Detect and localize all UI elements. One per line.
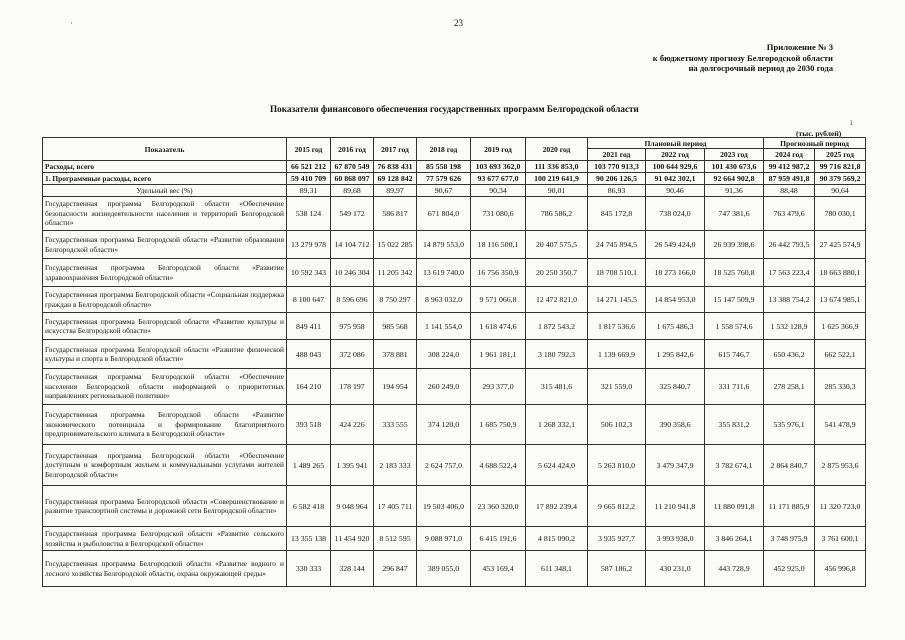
value-cell: 27 425 574,9 — [815, 231, 866, 259]
value-cell: 103 770 913,3 — [588, 161, 646, 173]
value-cell: 86,93 — [588, 185, 646, 197]
value-cell: 780 030,1 — [815, 197, 866, 231]
row-label: Государственная программа Белгородской области «Развитие физической культуры и спорта в Белгородской области» — [43, 340, 287, 369]
value-cell: 975 958 — [331, 313, 374, 340]
value-cell: 662 522,1 — [815, 340, 866, 369]
value-cell: 17 892 239,4 — [526, 486, 588, 527]
value-cell: 293 377,0 — [471, 369, 526, 405]
value-cell: 328 144 — [331, 551, 374, 587]
value-cell: 88,48 — [764, 185, 815, 197]
value-cell: 90,46 — [646, 185, 705, 197]
value-cell: 15 147 509,9 — [705, 287, 764, 313]
value-cell: 1 618 474,6 — [471, 313, 526, 340]
table-row — [43, 486, 866, 527]
value-cell: 1 685 750,9 — [471, 405, 526, 445]
value-cell: 1 817 536,6 — [588, 313, 646, 340]
value-cell: 4 688 522,4 — [471, 445, 526, 486]
value-cell: 3 935 927,7 — [588, 527, 646, 551]
value-cell: 1 395 941 — [331, 445, 374, 486]
value-cell: 747 381,6 — [705, 197, 764, 231]
value-cell: 671 804,0 — [417, 197, 471, 231]
table-row — [43, 445, 866, 486]
value-cell: 60 868 097 — [331, 173, 374, 185]
value-cell: 66 521 212 — [287, 161, 331, 173]
value-cell: 452 925,0 — [764, 551, 815, 587]
value-cell: 738 024,0 — [646, 197, 705, 231]
value-cell: 17 405 711 — [374, 486, 417, 527]
value-cell: 24 745 894,5 — [588, 231, 646, 259]
value-cell: 5 263 810,0 — [588, 445, 646, 486]
value-cell: 393 518 — [287, 405, 331, 445]
header-2020: 2020 год — [526, 138, 588, 161]
value-cell: 3 846 264,1 — [705, 527, 764, 551]
value-cell: 9 571 066,8 — [471, 287, 526, 313]
value-cell: 103 693 362,0 — [471, 161, 526, 173]
value-cell: 3 993 938,0 — [646, 527, 705, 551]
value-cell: 615 746,7 — [705, 340, 764, 369]
table-row — [43, 369, 866, 405]
value-cell: 541 478,9 — [815, 405, 866, 445]
header-2015: 2015 год — [287, 138, 331, 161]
value-cell: 2 864 840,7 — [764, 445, 815, 486]
value-cell: 100 644 929,6 — [646, 161, 705, 173]
document-title: Показатели финансового обеспечения государственных программ Белгородской области — [270, 104, 639, 114]
row-label: Государственная программа Белгородской области «Обеспечение населения Белгородской области информацией о приоритетных направлениях региональной политики» — [43, 369, 287, 405]
value-cell: 315 481,6 — [526, 369, 588, 405]
header-2016: 2016 год — [331, 138, 374, 161]
value-cell: 538 124 — [287, 197, 331, 231]
value-cell: 85 558 198 — [417, 161, 471, 173]
value-cell: 14 879 553,0 — [417, 231, 471, 259]
value-cell: 13 674 985,1 — [815, 287, 866, 313]
value-cell: 321 559,0 — [588, 369, 646, 405]
value-cell: 91,36 — [705, 185, 764, 197]
value-cell: 330 333 — [287, 551, 331, 587]
table-row — [43, 405, 866, 445]
value-cell: 18 116 500,1 — [471, 231, 526, 259]
header-2023: 2023 год — [705, 149, 764, 161]
value-cell: 985 568 — [374, 313, 417, 340]
header-2018: 2018 год — [417, 138, 471, 161]
header-2019: 2019 год — [471, 138, 526, 161]
value-cell: 535 976,1 — [764, 405, 815, 445]
value-cell: 19 503 406,0 — [417, 486, 471, 527]
value-cell: 4 815 090,2 — [526, 527, 588, 551]
value-cell: 89,68 — [331, 185, 374, 197]
value-cell: 378 881 — [374, 340, 417, 369]
value-cell: 260 249,0 — [417, 369, 471, 405]
value-cell: 8 596 696 — [331, 287, 374, 313]
value-cell: 69 128 842 — [374, 173, 417, 185]
value-cell: 763 479,6 — [764, 197, 815, 231]
header-2017: 2017 год — [374, 138, 417, 161]
value-cell: 374 120,0 — [417, 405, 471, 445]
value-cell: 8 750 297 — [374, 287, 417, 313]
table-row — [43, 197, 866, 231]
value-cell: 89,31 — [287, 185, 331, 197]
value-cell: 89,97 — [374, 185, 417, 197]
value-cell: 90,01 — [526, 185, 588, 197]
value-cell: 3 761 600,1 — [815, 527, 866, 551]
value-cell: 1 489 265 — [287, 445, 331, 486]
header-2022: 2022 год — [646, 149, 705, 161]
value-cell: 587 186,2 — [588, 551, 646, 587]
scan-speck: · — [70, 18, 73, 28]
value-cell: 164 210 — [287, 369, 331, 405]
value-cell: 90 379 569,2 — [815, 173, 866, 185]
value-cell: 2 624 757,0 — [417, 445, 471, 486]
table-row — [43, 161, 866, 173]
value-cell: 308 224,0 — [417, 340, 471, 369]
value-cell: 3 180 792,3 — [526, 340, 588, 369]
value-cell: 18 663 880,1 — [815, 259, 866, 287]
value-cell: 1 268 332,1 — [526, 405, 588, 445]
header-2025: 2025 год — [815, 149, 866, 161]
value-cell: 506 102,3 — [588, 405, 646, 445]
table-row — [43, 313, 866, 340]
units-label: (тыс. рублей) — [796, 129, 842, 138]
value-cell: 8 963 032,0 — [417, 287, 471, 313]
value-cell: 17 563 223,4 — [764, 259, 815, 287]
value-cell: 6 582 418 — [287, 486, 331, 527]
value-cell: 12 472 821,0 — [526, 287, 588, 313]
value-cell: 5 624 424,0 — [526, 445, 588, 486]
value-cell: 13 279 978 — [287, 231, 331, 259]
value-cell: 67 870 549 — [331, 161, 374, 173]
table-row — [43, 340, 866, 369]
value-cell: 26 939 398,6 — [705, 231, 764, 259]
value-cell: 14 271 145,5 — [588, 287, 646, 313]
row-label: Государственная программа Белгородской области «Развитие сельского хозяйства и рыболовства в Белгородской области» — [43, 527, 287, 551]
table-row — [43, 527, 866, 551]
value-cell: 13 355 138 — [287, 527, 331, 551]
row-label: 1. Программные расходы, всего — [43, 173, 287, 185]
value-cell: 355 831,2 — [705, 405, 764, 445]
value-cell: 331 711,6 — [705, 369, 764, 405]
appendix-line-1: Приложение № 3 — [766, 42, 833, 52]
value-cell: 8 512 595 — [374, 527, 417, 551]
value-cell: 194 954 — [374, 369, 417, 405]
value-cell: 18 525 760,8 — [705, 259, 764, 287]
header-2021: 2021 год — [588, 149, 646, 161]
value-cell: 3 748 975,9 — [764, 527, 815, 551]
value-cell: 325 840,7 — [646, 369, 705, 405]
value-cell: 23 360 320,0 — [471, 486, 526, 527]
row-label: Государственная программа Белгородской области «Развитие экономического потенциала и формирование благоприятного предпринимательского климата в Белгородской области» — [43, 405, 287, 445]
value-cell: 11 205 342 — [374, 259, 417, 287]
header-forecast-period: Прогнозный период — [764, 138, 866, 149]
value-cell: 1 625 366,9 — [815, 313, 866, 340]
header-indicator: Показатель — [43, 138, 287, 161]
value-cell: 650 436,2 — [764, 340, 815, 369]
value-cell: 13 388 754,2 — [764, 287, 815, 313]
value-cell: 430 231,0 — [646, 551, 705, 587]
value-cell: 11 210 941,8 — [646, 486, 705, 527]
value-cell: 99 716 821,8 — [815, 161, 866, 173]
header-2024: 2024 год — [764, 149, 815, 161]
value-cell: 16 756 350,9 — [471, 259, 526, 287]
row-label: Государственная программа Белгородской области «Развитие здравоохранения Белгородской области» — [43, 259, 287, 287]
row-label: Государственная программа Белгородской области «Обеспечение доступным и комфортным жильем и коммунальными услугами жителей Белгородской области» — [43, 445, 287, 486]
appendix-line-2: к бюджетному прогнозу Белгородской области — [652, 52, 833, 63]
value-cell: 456 996,8 — [815, 551, 866, 587]
value-cell: 278 258,1 — [764, 369, 815, 405]
value-cell: 77 579 626 — [417, 173, 471, 185]
value-cell: 849 411 — [287, 313, 331, 340]
value-cell: 13 619 740,0 — [417, 259, 471, 287]
value-cell: 372 086 — [331, 340, 374, 369]
value-cell: 20 407 575,5 — [526, 231, 588, 259]
table-row — [43, 551, 866, 587]
row-label: Удельный вес (%) — [43, 185, 287, 197]
value-cell: 76 838 431 — [374, 161, 417, 173]
row-label: Государственная программа Белгородской области «Совершенствование и развитие транспортной системы и дорожной сети Белгородской области» — [43, 486, 287, 527]
value-cell: 20 250 350,7 — [526, 259, 588, 287]
value-cell: 10 592 343 — [287, 259, 331, 287]
value-cell: 100 219 641,9 — [526, 173, 588, 185]
value-cell: 11 454 920 — [331, 527, 374, 551]
value-cell: 3 782 674,1 — [705, 445, 764, 486]
value-cell: 90,64 — [815, 185, 866, 197]
value-cell: 178 197 — [331, 369, 374, 405]
value-cell: 453 169,4 — [471, 551, 526, 587]
scan-mark: ı — [850, 117, 853, 127]
value-cell: 2 183 333 — [374, 445, 417, 486]
value-cell: 3 479 347,9 — [646, 445, 705, 486]
value-cell: 389 055,0 — [417, 551, 471, 587]
value-cell: 111 336 853,0 — [526, 161, 588, 173]
value-cell: 9 665 812,2 — [588, 486, 646, 527]
value-cell: 87 959 491,8 — [764, 173, 815, 185]
value-cell: 93 677 677,0 — [471, 173, 526, 185]
value-cell: 443 728,9 — [705, 551, 764, 587]
value-cell: 92 664 902,8 — [705, 173, 764, 185]
value-cell: 1 872 543,2 — [526, 313, 588, 340]
value-cell: 731 080,6 — [471, 197, 526, 231]
value-cell: 101 430 673,6 — [705, 161, 764, 173]
page-number: 23 — [454, 18, 463, 28]
value-cell: 586 817 — [374, 197, 417, 231]
table-body — [43, 161, 866, 587]
value-cell: 424 226 — [331, 405, 374, 445]
value-cell: 18 708 510,1 — [588, 259, 646, 287]
value-cell: 1 675 486,3 — [646, 313, 705, 340]
table-row — [43, 287, 866, 313]
value-cell: 18 273 166,0 — [646, 259, 705, 287]
table-row — [43, 185, 866, 197]
table-row — [43, 231, 866, 259]
value-cell: 90,67 — [417, 185, 471, 197]
value-cell: 90 206 126,5 — [588, 173, 646, 185]
value-cell: 1 558 574,6 — [705, 313, 764, 340]
value-cell: 14 104 712 — [331, 231, 374, 259]
header-planned-period: Плановый период — [588, 138, 764, 149]
value-cell: 9 048 964 — [331, 486, 374, 527]
value-cell: 8 100 647 — [287, 287, 331, 313]
row-label: Расходы, всего — [43, 161, 287, 173]
row-label: Государственная программа Белгородской области «Развитие образования Белгородской области» — [43, 231, 287, 259]
row-label: Государственная программа Белгородской области «Обеспечение безопасности жизнедеятельности населения и территорий Белгородской области» — [43, 197, 287, 231]
financing-table — [42, 137, 866, 587]
value-cell: 90,34 — [471, 185, 526, 197]
table-row — [43, 173, 866, 185]
row-label: Государственная программа Белгородской области «Развитие культуры и искусства Белгородской области» — [43, 313, 287, 340]
value-cell: 611 348,1 — [526, 551, 588, 587]
value-cell: 1 961 181,1 — [471, 340, 526, 369]
value-cell: 845 172,8 — [588, 197, 646, 231]
value-cell: 10 246 304 — [331, 259, 374, 287]
table-row — [43, 259, 866, 287]
value-cell: 285 330,3 — [815, 369, 866, 405]
value-cell: 15 022 285 — [374, 231, 417, 259]
value-cell: 26 549 424,0 — [646, 231, 705, 259]
value-cell: 6 415 191,6 — [471, 527, 526, 551]
value-cell: 14 854 953,0 — [646, 287, 705, 313]
value-cell: 1 295 842,6 — [646, 340, 705, 369]
value-cell: 1 532 128,9 — [764, 313, 815, 340]
value-cell: 488 043 — [287, 340, 331, 369]
row-label: Государственная программа Белгородской области «Социальная поддержка граждан в Белгородской области» — [43, 287, 287, 313]
value-cell: 1 141 554,0 — [417, 313, 471, 340]
value-cell: 296 847 — [374, 551, 417, 587]
value-cell: 11 171 885,9 — [764, 486, 815, 527]
value-cell: 549 172 — [331, 197, 374, 231]
value-cell: 11 320 723,0 — [815, 486, 866, 527]
value-cell: 9 088 971,0 — [417, 527, 471, 551]
appendix-line-3: на долгосрочный период до 2030 года — [688, 63, 833, 73]
value-cell: 1 139 669,9 — [588, 340, 646, 369]
row-label: Государственная программа Белгородской области «Развитие водного и лесного хозяйства Белгородской области, охрана окружающей среды» — [43, 551, 287, 587]
value-cell: 11 880 091,8 — [705, 486, 764, 527]
value-cell: 2 875 953,6 — [815, 445, 866, 486]
appendix-heading — [653, 42, 833, 74]
value-cell: 26 442 793,5 — [764, 231, 815, 259]
value-cell: 91 042 302,1 — [646, 173, 705, 185]
value-cell: 786 586,2 — [526, 197, 588, 231]
value-cell: 333 555 — [374, 405, 417, 445]
value-cell: 390 358,6 — [646, 405, 705, 445]
value-cell: 99 412 987,2 — [764, 161, 815, 173]
value-cell: 59 410 709 — [287, 173, 331, 185]
